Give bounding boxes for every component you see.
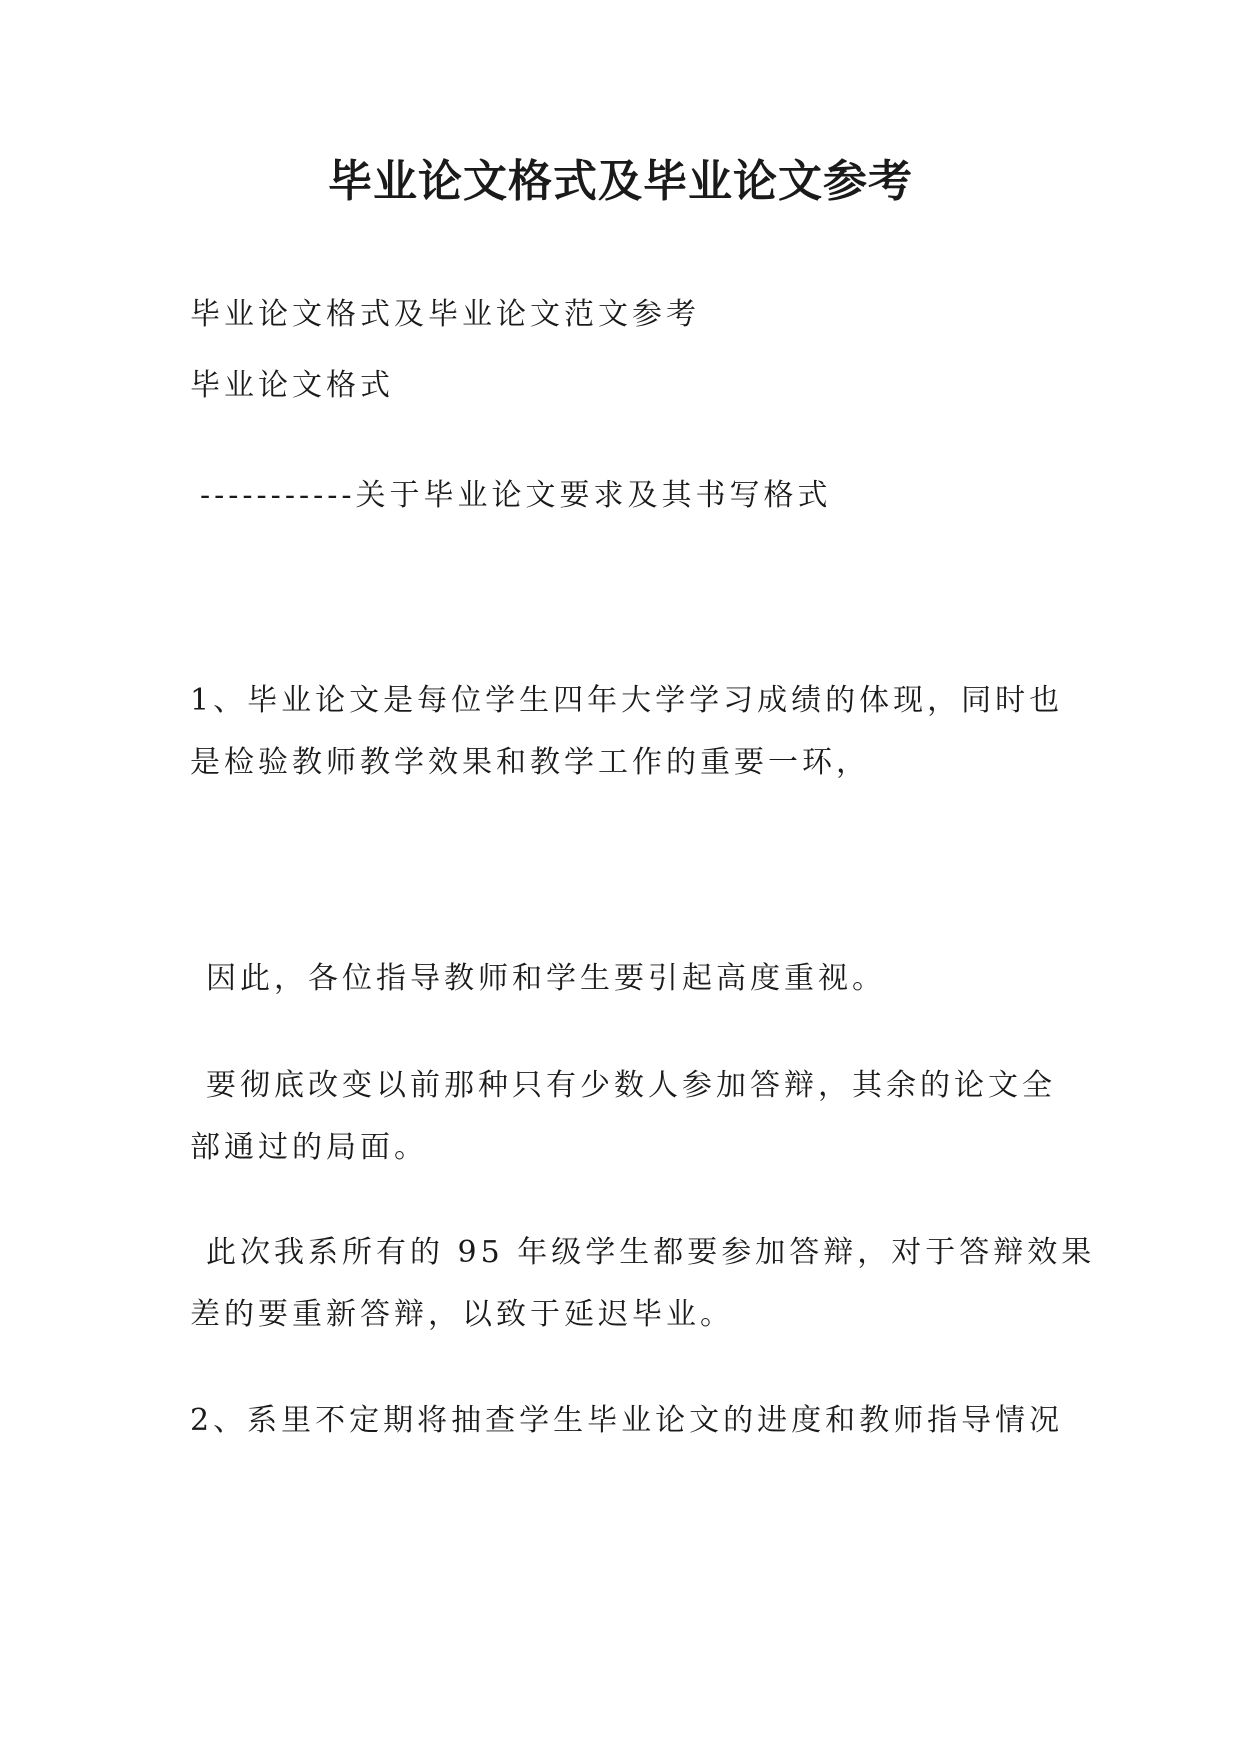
- document-subtitle: 毕业论文格式及毕业论文范文参考: [190, 297, 700, 332]
- section-heading: 毕业论文格式: [190, 368, 394, 403]
- paragraph-4-line-1: 此次我系所有的 95 年级学生都要参加答辩，对于答辩效果: [206, 1235, 1096, 1270]
- paragraph-4-line-2: 差的要重新答辩，以致于延迟毕业。: [190, 1297, 734, 1332]
- document-title: 毕业论文格式及毕业论文参考: [328, 156, 913, 207]
- paragraph-3-line-1: 要彻底改变以前那种只有少数人参加答辩，其余的论文全: [206, 1068, 1056, 1103]
- paragraph-1-line-2: 是检验教师教学效果和教学工作的重要一环，: [190, 745, 870, 780]
- paragraph-5-line-1: 2、系里不定期将抽查学生毕业论文的进度和教师指导情况: [190, 1403, 1064, 1438]
- paragraph-3-line-2: 部通过的局面。: [190, 1130, 428, 1165]
- paragraph-1-line-1: 1、毕业论文是每位学生四年大学学习成绩的体现，同时也: [190, 683, 1064, 718]
- section-subheading: -----------关于毕业论文要求及其书写格式: [200, 478, 832, 513]
- paragraph-2: 因此，各位指导教师和学生要引起高度重视。: [206, 961, 886, 996]
